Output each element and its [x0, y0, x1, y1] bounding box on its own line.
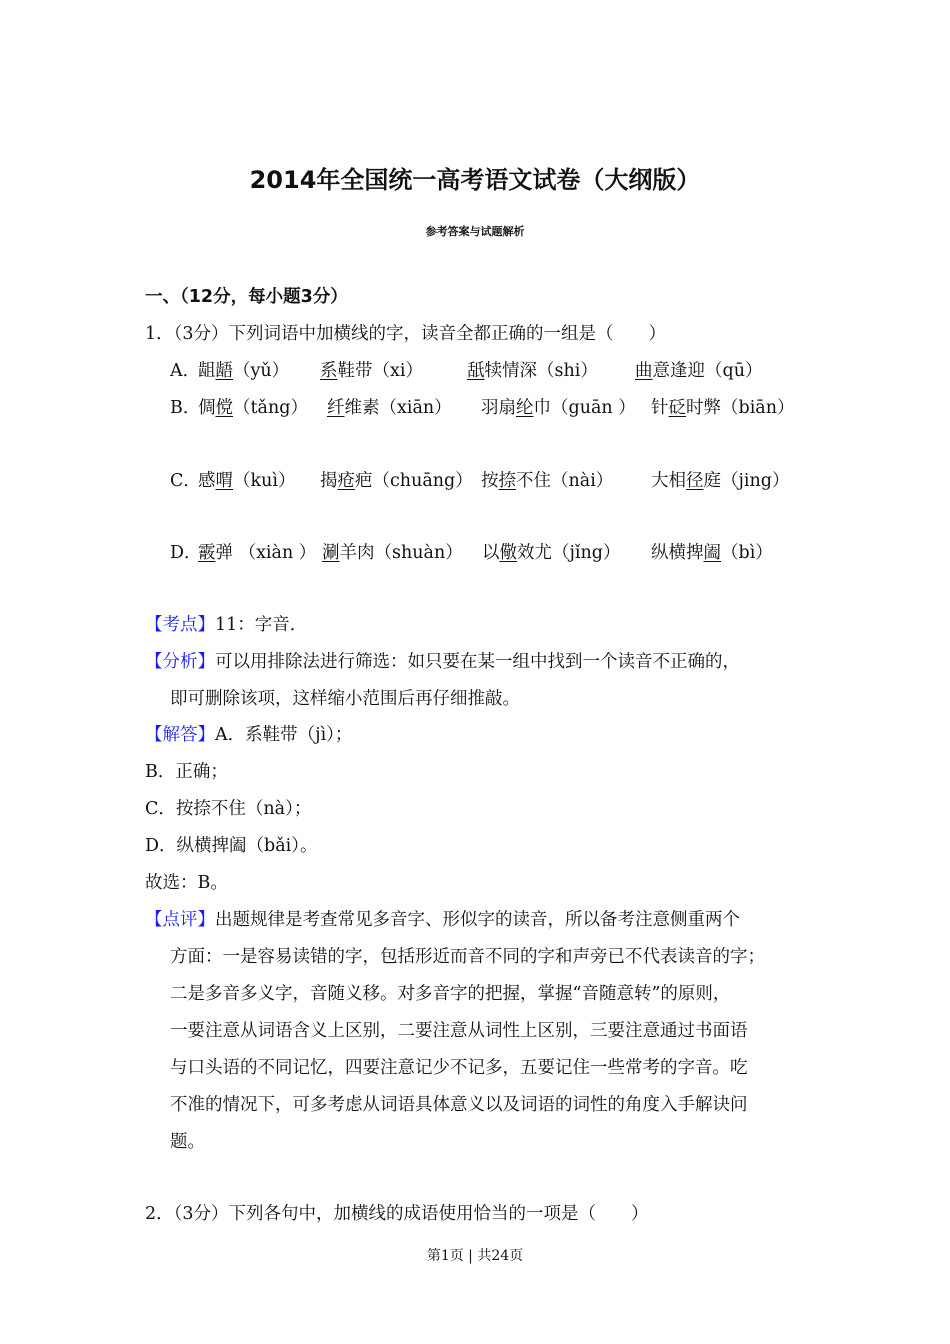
dianping-line: 与口头语的不同记忆，四要注意记少不记多，五要记住一些常考的字音。吃 [170, 1058, 748, 1078]
dianping-line: 题。 [170, 1132, 205, 1152]
option-item [481, 397, 636, 419]
underlined-char: 喟 [215, 471, 233, 491]
jieda-conclusion: 故选：B。 [145, 873, 228, 893]
option-letter: B． [170, 398, 201, 418]
fenxi-tag: 【分析】 [145, 652, 215, 672]
dianping-line: 方面：一是容易读错的字，包括形近而音不同的字和声旁已不代表读音的字； [170, 947, 765, 967]
underlined-char: 龉 [215, 361, 233, 381]
option-item [198, 542, 316, 564]
underlined-char: 疮 [337, 471, 355, 491]
underlined-char: 儆 [499, 543, 517, 563]
underlined-char: 曲 [635, 361, 653, 381]
option-text: 效尤（jǐng） [517, 543, 621, 563]
option-text: 龃 [198, 361, 216, 381]
option-text: （bì） [721, 543, 773, 563]
option-text: 犊情深（shi） [484, 361, 598, 381]
underlined-char: 砭 [668, 398, 686, 418]
underlined-char: 舐 [467, 361, 485, 381]
option-item [327, 397, 452, 419]
option-letter: D． [170, 543, 202, 563]
option-text: 巾（guān ） [533, 398, 636, 418]
option-item [651, 542, 773, 564]
section-heading: 一、（12分，每小题3分） [145, 287, 348, 307]
dianping-tag: 【点评】 [145, 910, 215, 930]
underlined-char: 涮 [322, 543, 340, 563]
jieda-line: B．正确； [145, 762, 228, 782]
option-item [198, 360, 289, 382]
option-text: 意逢迎（qū） [652, 361, 763, 381]
jieda [145, 724, 352, 746]
underlined-char: 傥 [215, 398, 233, 418]
option-text: 维素（xiān） [344, 398, 452, 418]
underlined-char: 霰 [198, 543, 216, 563]
underlined-char: 捺 [498, 471, 516, 491]
option-item [651, 397, 795, 419]
page-subtitle: 参考答案与试题解析 [425, 225, 525, 238]
fenxi-line: 即可删除该项，这样缩小范围后再仔细推敲。 [170, 689, 520, 709]
option-letter: C． [170, 471, 201, 491]
option-text: （tǎng） [233, 398, 308, 418]
option-text: 疤（chuāng） [355, 471, 473, 491]
option-text: 时弊（biān） [686, 398, 795, 418]
option-text: 鞋带（xi） [337, 361, 423, 381]
option-text: 针 [651, 398, 669, 418]
option-item [320, 470, 473, 492]
option-text: 纵横捭 [651, 543, 704, 563]
underlined-char: 径 [686, 471, 704, 491]
option-text: 庭（jing） [703, 471, 790, 491]
option-item [635, 360, 762, 382]
underlined-char: 系 [320, 361, 338, 381]
question-2-stem: 2．（3分）下列各句中，加横线的成语使用恰当的一项是（ ） [145, 1204, 649, 1224]
page-footer: 第1页 | 共24页 [426, 1248, 524, 1264]
option-text: （yǔ） [233, 361, 290, 381]
page-title: 2014年全国统一高考语文试卷（大纲版） [249, 166, 701, 194]
dianping-line: 出题规律是考查常见多音字、形似字的读音，所以备考注意侧重两个 [215, 910, 740, 930]
jieda-line: A．系鞋带（jì）； [215, 725, 353, 745]
kaodian [145, 614, 307, 636]
underlined-char: 纶 [516, 398, 534, 418]
option-text: 羽扇 [481, 398, 516, 418]
option-item [198, 397, 308, 419]
underlined-char: 纤 [327, 398, 345, 418]
underlined-char: 阖 [703, 543, 721, 563]
dianping-line: 二是多音多义字，音随义移。对多音字的把握，掌握“音随意转”的原则， [170, 984, 731, 1004]
dianping [145, 909, 740, 931]
kaodian-tag: 【考点】 [145, 615, 215, 635]
option-text: 揭 [320, 471, 338, 491]
option-item [467, 360, 598, 382]
option-text: 羊肉（shuàn） [339, 543, 463, 563]
option-item [651, 470, 790, 492]
jieda-line: D．纵横捭阖（bǎi）。 [145, 836, 318, 856]
option-item [322, 542, 463, 564]
option-item [482, 542, 621, 564]
kaodian-text: 11：字音． [215, 615, 308, 635]
option-text: 大相 [651, 471, 686, 491]
fenxi [145, 651, 740, 673]
option-text: （kuì） [233, 471, 296, 491]
option-letter: A． [170, 361, 201, 381]
question-1-stem: 1．（3分）下列词语中加横线的字，读音全都正确的一组是（ ） [145, 324, 667, 344]
option-text: 感 [198, 471, 216, 491]
dianping-line: 一要注意从词语含义上区别，二要注意从词性上区别，三要注意通过书面语 [170, 1021, 748, 1041]
option-text: 倜 [198, 398, 216, 418]
option-item [481, 470, 613, 492]
jieda-tag: 【解答】 [145, 725, 215, 745]
option-text: 弹 （xiàn ） [215, 543, 317, 563]
option-text: 按 [481, 471, 499, 491]
option-item [320, 360, 423, 382]
fenxi-line: 可以用排除法进行筛选：如只要在某一组中找到一个读音不正确的， [215, 652, 740, 672]
option-item [198, 470, 295, 492]
option-text: 以 [482, 543, 500, 563]
option-text: 不住（nài） [516, 471, 614, 491]
jieda-line: C．按捺不住（nà）； [145, 799, 312, 819]
dianping-line: 不准的情况下，可多考虑从词语具体意义以及词语的词性的角度入手解诀问 [170, 1095, 748, 1115]
